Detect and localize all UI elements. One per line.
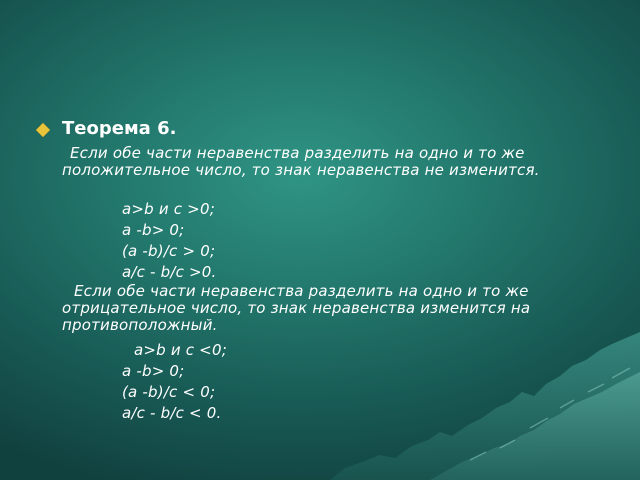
- theorem-title: Теорема 6.: [62, 118, 177, 139]
- theorem-paragraph-negative: Если обе части неравенства разделить на одно и то же отрицательное число, то знак неравенства изменится на противоположный.: [62, 282, 531, 334]
- formula-line: (a -b)/c < 0;: [122, 383, 216, 401]
- formula-line: a/c - b/c < 0.: [122, 404, 222, 422]
- formula-line: a -b> 0;: [122, 362, 185, 380]
- formula-line: a>b и c <0;: [134, 341, 227, 359]
- theorem-paragraph-positive: Если обе части неравенства разделить на одно и то же положительное число, то знак неравенства не изменится.: [62, 144, 540, 179]
- formula-line: a>b и c >0;: [122, 200, 215, 218]
- formula-line: a/c - b/c >0.: [122, 263, 217, 281]
- formula-line: a -b> 0;: [122, 221, 185, 239]
- formula-line: (a -b)/c > 0;: [122, 242, 216, 260]
